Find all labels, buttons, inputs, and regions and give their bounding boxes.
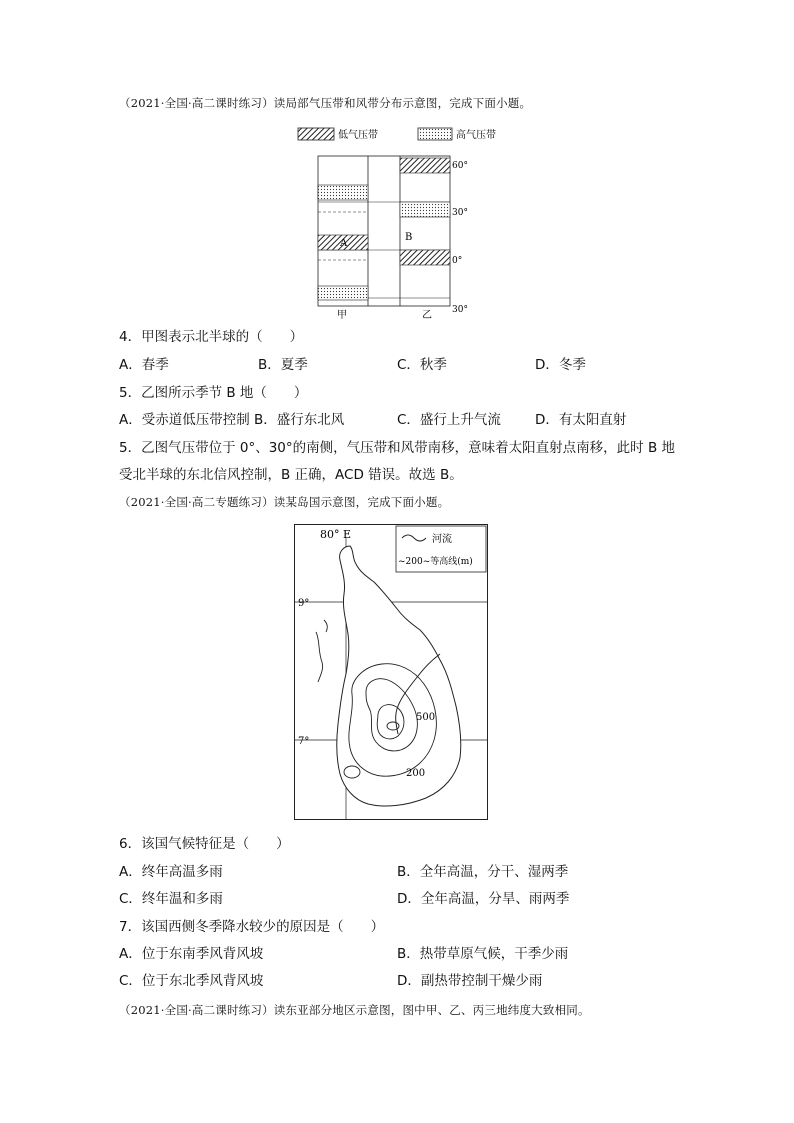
q6-option-d[interactable]: D．全年高温，分旱、雨两季 [397,891,570,907]
yi-low-band-2 [400,250,450,265]
q7-option-c[interactable]: C．位于东北季风背风坡 [119,973,264,989]
yi-low-band-1 [400,158,450,173]
jia-high-band-1 [318,185,368,200]
q6-option-b[interactable]: B．全年高温，分干、湿两季 [397,864,569,880]
intro-text-3: （2021·全国·高二课时练习）读东亚部分地区示意图，图中甲、乙、丙三地纬度大致相同。 [119,1003,590,1017]
intro-text-1: （2021·全国·高二课时练习）读局部气压带和风带分布示意图，完成下面小题。 [119,96,532,110]
lat-60: 60° [452,161,468,171]
q7-option-a[interactable]: A．位于东南季风背风坡 [119,946,264,962]
lat-9-label: 9° [298,598,310,609]
pressure-belt-diagram [290,122,496,322]
q5-option-d[interactable]: D．有太阳直射 [535,412,627,428]
q4-option-a[interactable]: A．春季 [119,357,169,373]
q7-option-d[interactable]: D．副热带控制干燥少雨 [397,973,543,989]
q5-stem: 5．乙图所示季节 B 地（ ） [119,385,308,401]
q7-stem: 7．该国西侧冬季降水较少的原因是（ ） [119,919,385,935]
q4-option-c[interactable]: C．秋季 [397,357,447,373]
legend-river-label: 河流 [432,534,452,545]
lat-7-label: 7° [298,736,310,747]
lat-30s: 30° [452,305,468,315]
q5-option-ab[interactable]: A．受赤道低压带控制 B．盛行东北风 [119,412,345,428]
legend-high-label: 高气压带 [456,130,496,141]
lon-80-label: 80° E [320,528,352,541]
contour-label-200: 200 [406,768,426,779]
contour-label-500: 500 [416,712,436,723]
label-jia: 甲 [337,310,347,321]
legend-high-swatch [418,128,452,140]
q6-option-c[interactable]: C．终年温和多雨 [119,891,223,907]
legend-low-label: 低气压带 [338,130,378,141]
yi-high-band [400,202,450,217]
label-A: A [340,238,348,249]
q7-option-b[interactable]: B．热带草原气候，干季少雨 [397,946,569,962]
q4-stem: 4．甲图表示北半球的（ ） [119,329,304,345]
legend-low-swatch [298,128,334,140]
q5-answer-line-1: 5．乙图气压带位于 0°、30°的南侧，气压带和风带南移，意味着太阳直射点南移，此时 B 地 [119,440,675,456]
q5-answer-line-2: 受北半球的东北信风控制，B 正确，ACD 错误。故选 B。 [119,467,463,483]
label-B: B [405,232,413,243]
q6-option-a[interactable]: A．终年高温多雨 [119,864,223,880]
legend-contour-label: ~200~等高线(m) [398,557,473,567]
q6-stem: 6．该国气候特征是（ ） [119,836,290,852]
label-yi: 乙 [422,310,432,321]
intro-text-2: （2021·全国·高二专题练习）读某岛国示意图，完成下面小题。 [119,495,450,509]
jia-high-band-2 [318,286,368,300]
q4-option-b[interactable]: B．夏季 [258,357,308,373]
island-map [294,524,488,820]
lat-30n: 30° [452,208,468,218]
q4-option-d[interactable]: D．冬季 [535,357,586,373]
lat-0: 0° [452,256,463,266]
q5-option-c[interactable]: C．盛行上升气流 [397,412,501,428]
